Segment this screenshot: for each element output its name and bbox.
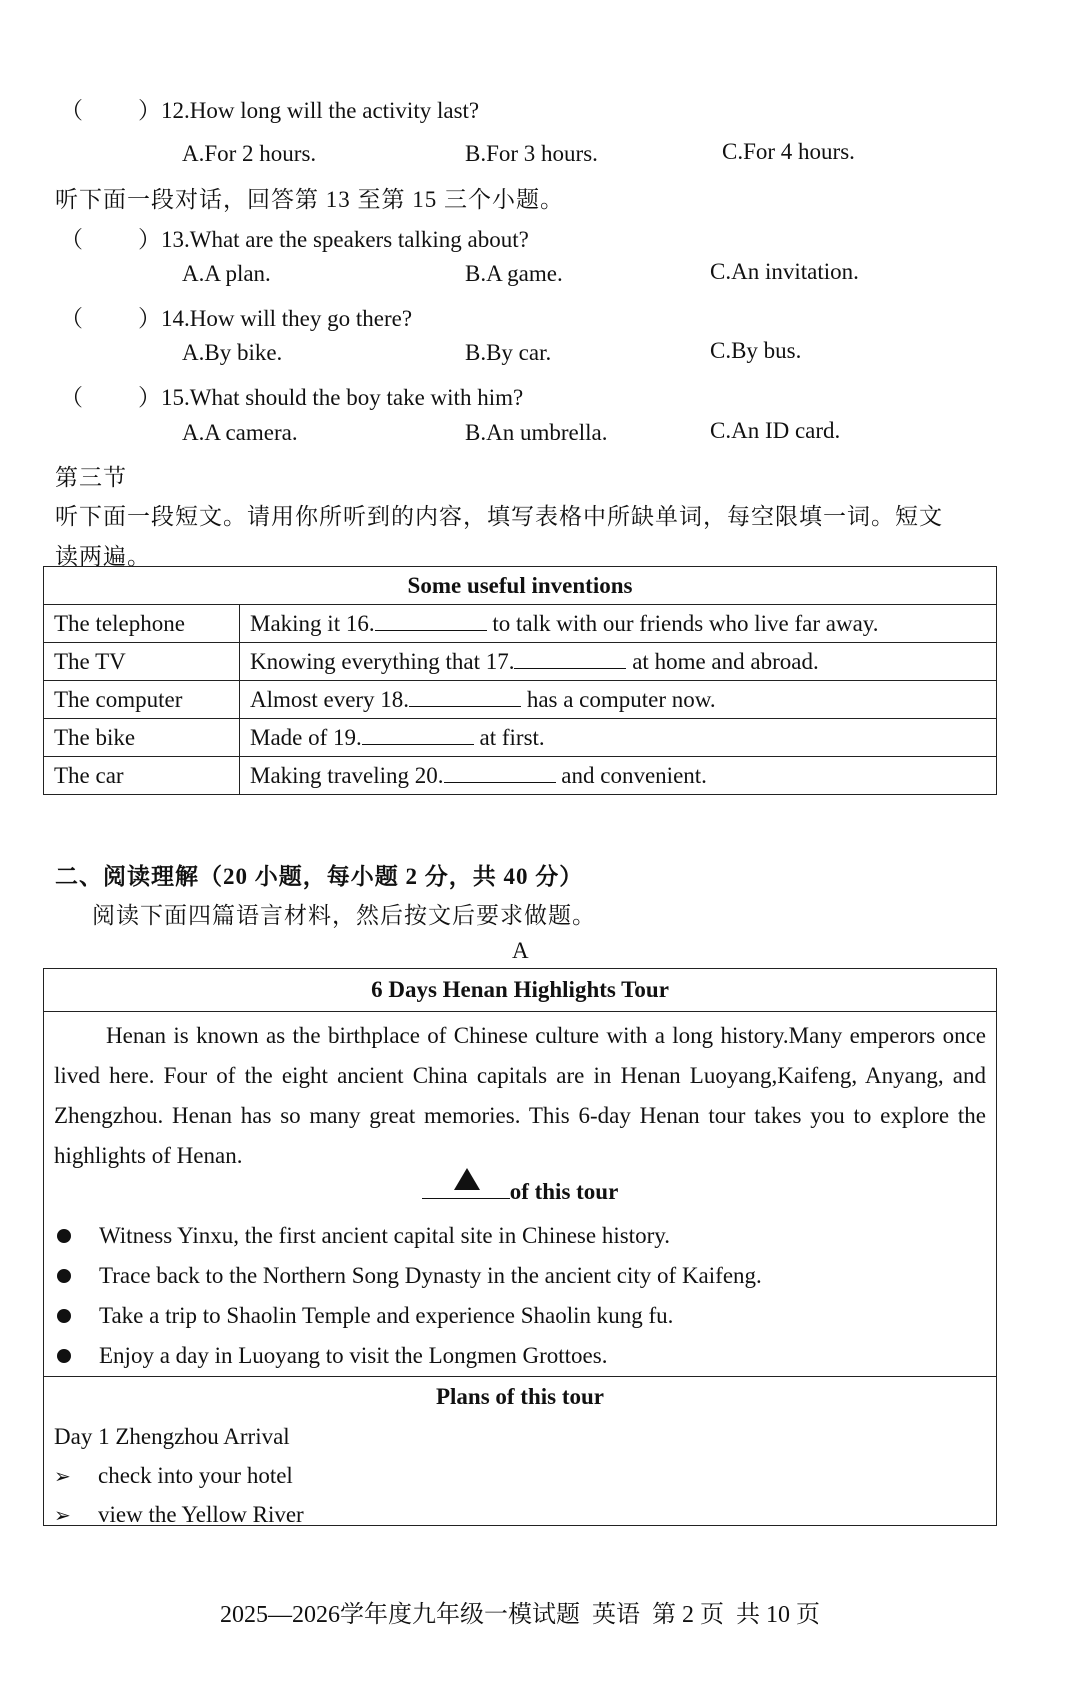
table-cell-item: The computer — [44, 681, 240, 719]
highlight-text: Trace back to the Northern Song Dynasty in the ancient city of Kaifeng. — [99, 1263, 762, 1288]
question-13 — [60, 221, 529, 254]
table-row — [44, 757, 997, 795]
table-row — [44, 719, 997, 757]
table-row — [44, 643, 997, 681]
section-3-title: 第三节 — [55, 465, 127, 490]
inventions-table — [43, 566, 997, 795]
q13-option-b: B.A game. — [465, 261, 563, 286]
answer-paren[interactable]: （ — [60, 306, 83, 331]
highlight-text: Enjoy a day in Luoyang to visit the Longmen Grottoes. — [99, 1343, 608, 1368]
list-item — [54, 1216, 996, 1256]
sentence-after: at first. — [473, 725, 545, 750]
q14-option-a: A.By bike. — [182, 340, 283, 365]
answer-blank-17[interactable] — [514, 648, 626, 669]
table-cell-sentence — [240, 643, 997, 681]
section-3-instruction-line-1: 听下面一段短文。请用你所听到的内容，填写表格中所缺单词，每空限填一词。短文 — [55, 504, 943, 529]
section-3-instruction-line-2: 读两遍。 — [55, 544, 151, 569]
bullet-icon — [57, 1229, 71, 1243]
bullet-icon — [57, 1269, 71, 1283]
q15-option-c: C.An ID card. — [710, 418, 841, 443]
table-cell-sentence — [240, 605, 997, 643]
table-caption: Some useful inventions — [44, 567, 997, 605]
reading-instruction: 阅读下面四篇语言材料，然后按文后要求做题。 — [92, 903, 596, 928]
table-cell-item: The car — [44, 757, 240, 795]
table-cell-sentence — [240, 681, 997, 719]
page-footer: 2025—2026学年度九年级一模试题 英语 第 2 页 共 10 页 — [220, 1602, 820, 1628]
passage-title: 6 Days Henan Highlights Tour — [44, 969, 996, 1012]
highlight-text: Take a trip to Shaolin Temple and experience Shaolin kung fu. — [99, 1303, 674, 1328]
q15-option-b: B.An umbrella. — [465, 420, 608, 445]
answer-blank-18[interactable] — [409, 686, 521, 707]
list-item — [54, 1256, 996, 1296]
highlights-heading — [44, 1176, 996, 1216]
q14-option-c: C.By bus. — [710, 338, 802, 363]
list-item — [54, 1296, 996, 1336]
day-1-title: Day 1 Zhengzhou Arrival — [54, 1424, 290, 1449]
highlights-heading-text: of this tour — [509, 1179, 619, 1204]
list-item — [54, 1336, 996, 1376]
table-row — [44, 681, 997, 719]
q13-option-a: A.A plan. — [182, 261, 271, 286]
sentence-before: Making it 16. — [250, 611, 375, 636]
sentence-before: Making traveling 20. — [250, 763, 444, 788]
answer-paren[interactable]: （ — [60, 227, 83, 252]
plan-item-text: check into your hotel — [98, 1463, 293, 1488]
question-12-text: ）12.How long will the activity last? — [138, 98, 480, 123]
plan-item-text: view the Yellow River — [98, 1502, 304, 1527]
bullet-icon — [57, 1349, 71, 1363]
answer-blank-heading[interactable] — [422, 1176, 510, 1199]
q12-option-c: C.For 4 hours. — [722, 139, 855, 164]
answer-blank-19[interactable] — [362, 724, 474, 745]
answer-blank-20[interactable] — [444, 762, 556, 783]
answer-paren[interactable]: （ — [60, 98, 83, 123]
answer-paren[interactable]: （ — [60, 385, 83, 410]
arrow-bullet-icon: ➢ — [54, 1505, 71, 1527]
triangle-marker-icon — [454, 1168, 480, 1190]
passage-label: A — [512, 938, 529, 963]
highlight-text: Witness Yinxu, the first ancient capital site in Chinese history. — [99, 1223, 670, 1248]
table-cell-item: The TV — [44, 643, 240, 681]
answer-blank-16[interactable] — [375, 610, 487, 631]
highlights-list — [44, 1216, 996, 1376]
q12-option-b: B.For 3 hours. — [465, 141, 598, 166]
sentence-after: to talk with our friends who live far away. — [486, 611, 879, 636]
bullet-icon — [57, 1309, 71, 1323]
question-12 — [60, 92, 479, 125]
question-14-text: ）14.How will they go there? — [138, 306, 413, 331]
passage-a-box — [43, 968, 997, 1526]
sentence-after: has a computer now. — [521, 687, 716, 712]
table-cell-sentence — [240, 719, 997, 757]
q15-option-a: A.A camera. — [182, 420, 298, 445]
sentence-before: Knowing everything that 17. — [250, 649, 515, 674]
table-cell-item: The bike — [44, 719, 240, 757]
table-cell-item: The telephone — [44, 605, 240, 643]
list-item — [44, 1495, 996, 1534]
passage-intro: Henan is known as the birthplace of Chinese culture with a long history.Many emperors once lived here. Four of the eight ancient China capitals are in Henan Luoyang,Kaifeng, Anyang, and Zhengzhou. Henan has so many great memories. This 6-day Henan tour takes you to explore the highlights of Henan. — [54, 1023, 986, 1168]
question-13-text: ）13.What are the speakers talking about? — [138, 227, 529, 252]
reading-section-title: 二、阅读理解（20 小题，每小题 2 分，共 40 分） — [55, 864, 584, 889]
question-15-text: ）15.What should the boy take with him? — [138, 385, 524, 410]
list-item — [44, 1456, 996, 1495]
sentence-after: and convenient. — [555, 763, 707, 788]
q14-option-b: B.By car. — [465, 340, 552, 365]
sentence-before: Almost every 18. — [250, 687, 410, 712]
question-14 — [60, 300, 412, 333]
plans-heading: Plans of this tour — [44, 1376, 996, 1417]
question-15 — [60, 379, 523, 412]
arrow-bullet-icon: ➢ — [54, 1466, 71, 1488]
q12-option-a: A.For 2 hours. — [182, 141, 317, 166]
q13-option-c: C.An invitation. — [710, 259, 859, 284]
instruction-13-15: 听下面一段对话，回答第 13 至第 15 三个小题。 — [55, 187, 564, 212]
sentence-before: Made of 19. — [250, 725, 362, 750]
table-cell-sentence — [240, 757, 997, 795]
sentence-after: at home and abroad. — [626, 649, 819, 674]
table-row — [44, 605, 997, 643]
